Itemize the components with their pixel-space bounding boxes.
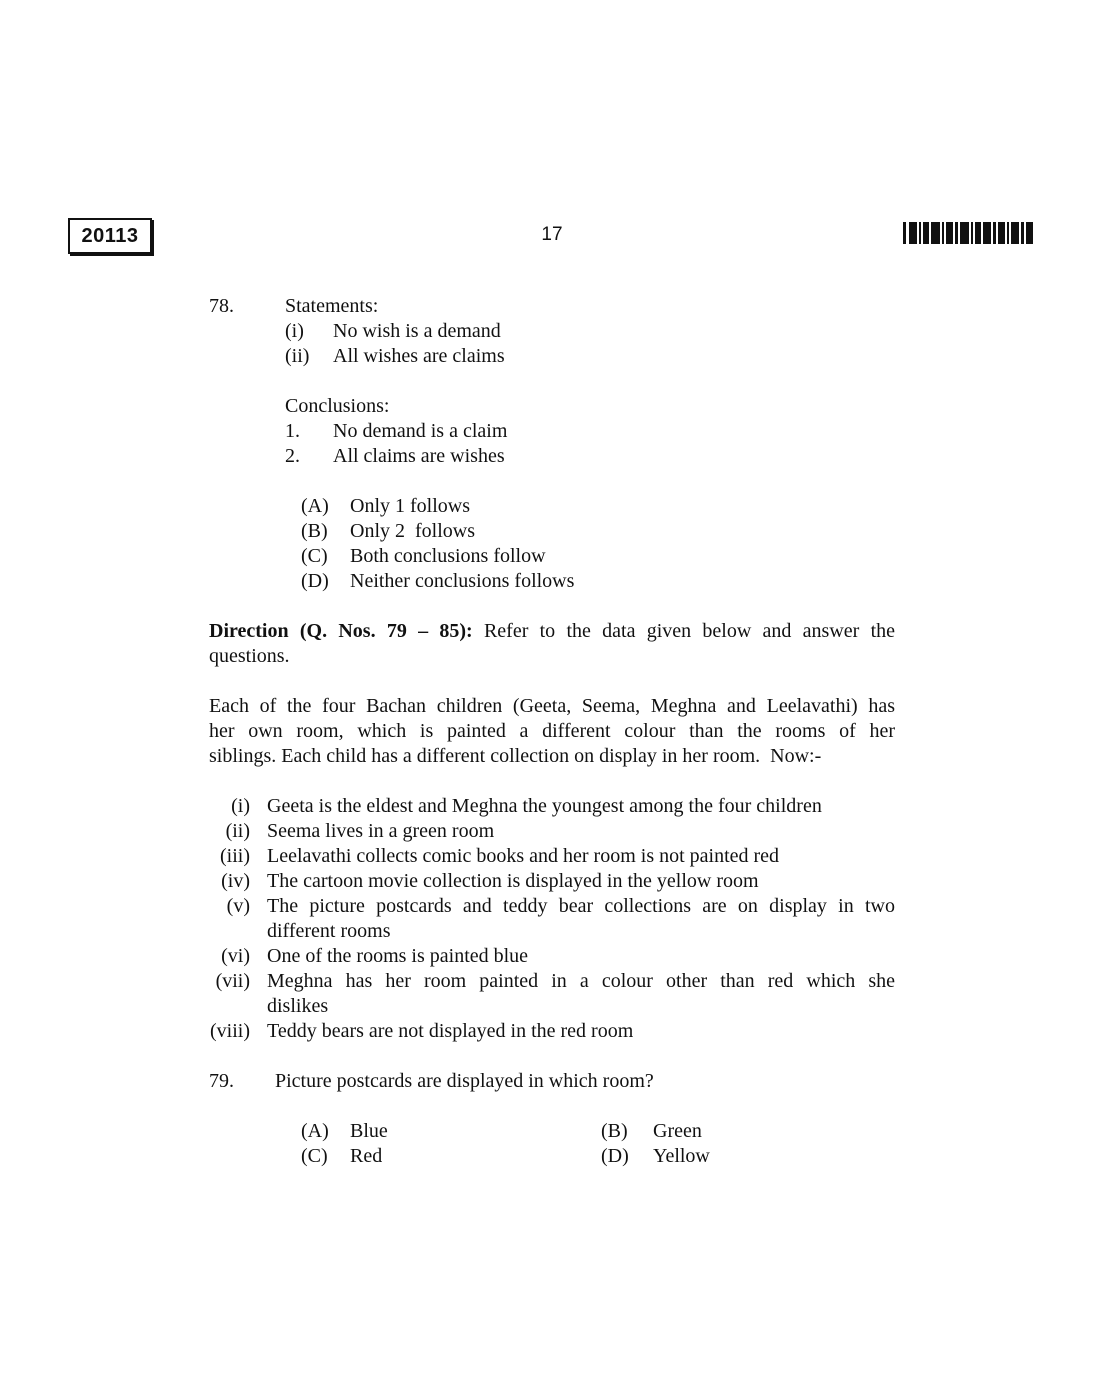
- option-text: Only 2 follows: [350, 520, 475, 542]
- option-text: Both conclusions follow: [350, 545, 546, 567]
- paper-code-box: 20113: [68, 218, 152, 254]
- clue-text: Leelavathi collects comic books and her room is not painted red: [267, 845, 780, 867]
- option-marker: (A): [301, 1120, 329, 1142]
- statement-text: No wish is a demand: [333, 320, 501, 342]
- statements-label: Statements:: [285, 295, 379, 317]
- option-marker: (A): [301, 495, 329, 517]
- conclusions-label: Conclusions:: [285, 395, 390, 417]
- option-text: Green: [653, 1120, 702, 1142]
- passage-line: Each of the four Bachan children (Geeta, Seema, Meghna and Leelavathi) has: [209, 695, 895, 717]
- option-text: Neither conclusions follows: [350, 570, 575, 592]
- clue-text: One of the rooms is painted blue: [267, 945, 529, 967]
- option-text: Red: [350, 1145, 383, 1167]
- clue-text-continued: dislikes: [267, 995, 329, 1017]
- question-79-text: Picture postcards are displayed in which room?: [275, 1070, 654, 1092]
- question-79-number: 79.: [209, 1070, 234, 1092]
- option-text: Only 1 follows: [350, 495, 470, 517]
- option-text: Yellow: [653, 1145, 710, 1167]
- statement-marker: (i): [285, 320, 304, 342]
- barcode: [903, 222, 1033, 244]
- direction-line-1: [209, 619, 895, 644]
- conclusion-text: All claims are wishes: [333, 445, 505, 467]
- clue-text: Seema lives in a green room: [267, 820, 495, 842]
- clue-text: Meghna has her room painted in a colour other than red which she: [267, 970, 895, 992]
- option-marker: (C): [301, 1145, 328, 1167]
- option-marker: (C): [301, 545, 328, 567]
- clue-marker: (vi): [221, 945, 250, 967]
- conclusion-text: No demand is a claim: [333, 420, 508, 442]
- clue-text-continued: different rooms: [267, 920, 391, 942]
- direction-line-2: questions.: [209, 645, 290, 667]
- option-text: Blue: [350, 1120, 388, 1142]
- option-marker: (B): [601, 1120, 628, 1142]
- clue-marker: (i): [231, 795, 250, 817]
- passage-line: her own room, which is painted a different colour than the rooms of her: [209, 720, 895, 742]
- direction-instruction: Refer to the data given below and answer the: [483, 620, 896, 642]
- clue-marker: (iii): [220, 845, 250, 867]
- clue-marker: (v): [226, 895, 250, 917]
- conclusion-marker: 1.: [285, 420, 300, 442]
- clue-marker: (vii): [215, 970, 250, 992]
- clue-marker: (ii): [225, 820, 250, 842]
- option-marker: (D): [301, 570, 329, 592]
- direction-lead: Direction (Q. Nos. 79 – 85):: [209, 620, 473, 642]
- clue-marker: (iv): [221, 870, 250, 892]
- clue-text: Teddy bears are not displayed in the red room: [267, 1020, 634, 1042]
- clue-text: Geeta is the eldest and Meghna the youngest among the four children: [267, 795, 822, 817]
- option-marker: (D): [601, 1145, 629, 1167]
- clue-text: The cartoon movie collection is displayed in the yellow room: [267, 870, 759, 892]
- clue-marker: (viii): [210, 1020, 250, 1042]
- passage-line: siblings. Each child has a different collection on display in her room. Now:-: [209, 745, 822, 767]
- statement-marker: (ii): [285, 345, 310, 367]
- clue-text: The picture postcards and teddy bear collections are on display in two: [267, 895, 895, 917]
- page-number: 17: [541, 224, 563, 245]
- option-marker: (B): [301, 520, 328, 542]
- statement-text: All wishes are claims: [333, 345, 505, 367]
- conclusion-marker: 2.: [285, 445, 300, 467]
- question-78-number: 78.: [209, 295, 234, 317]
